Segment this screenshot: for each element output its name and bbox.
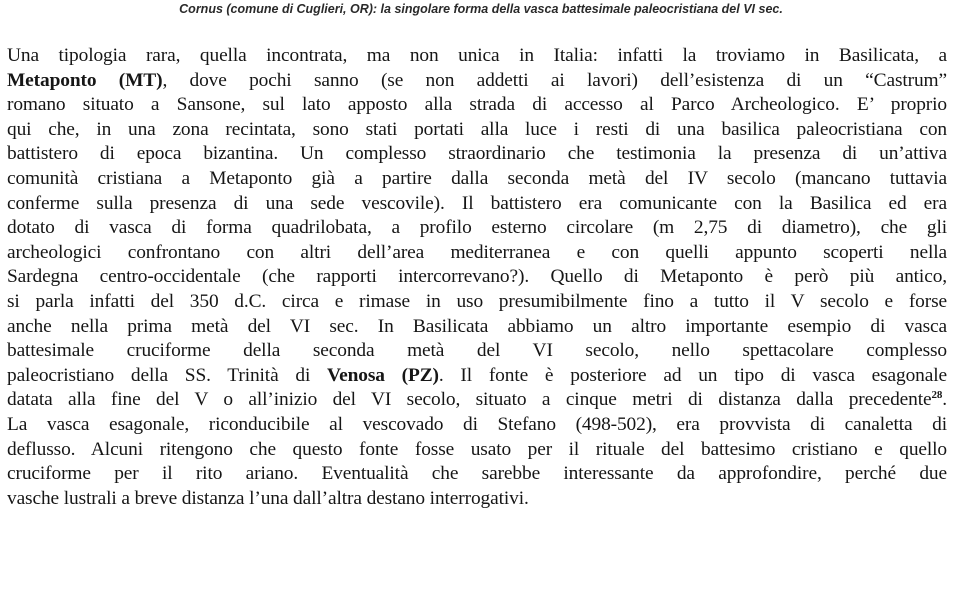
- text-line: [7, 413, 947, 438]
- bold-place-name: Metaponto (MT): [7, 69, 163, 91]
- text-run: comunità cristiana a Metaponto già a partire dalla seconda metà del IV secolo (mancano tuttavia: [7, 167, 947, 189]
- text-run: dotato di vasca di forma quadrilobata, a profilo esterno circolare (m 2,75 di diametro), che gli: [7, 217, 947, 239]
- text-line: [7, 339, 947, 364]
- text-line: [7, 44, 947, 69]
- text-line: [7, 167, 947, 192]
- text-line: [7, 265, 947, 290]
- body-paragraph: [7, 44, 947, 511]
- text-run: conferme sulla presenza di una sede vescovile). Il battistero era comunicante con la Basilica ed era: [7, 192, 947, 214]
- text-run: cruciforme per il rito ariano. Eventualità che sarebbe interessante da approfondire, perché due: [7, 463, 947, 485]
- text-run: romano situato a Sansone, sul lato apposto alla strada di accesso al Parco Archeologico. E’ proprio: [7, 94, 947, 116]
- text-line: [7, 315, 947, 340]
- text-run: . Il fonte è posteriore ad un tipo di vasca esagonale: [438, 364, 947, 386]
- text-run: si parla infatti del 350 d.C. circa e rimase in uso presumibilmente fino a tutto il V secolo e forse: [7, 290, 947, 312]
- text-run: vasche lustrali a breve distanza l’una dall’altra destano interrogativi.: [7, 487, 529, 509]
- text-run: deflusso. Alcuni ritengono che questo fonte fosse usato per il rituale del battesimo cristiano e quello: [7, 438, 947, 460]
- text-run: battesimale cruciforme della seconda metà del VI secolo, nello spettacolare complesso: [7, 340, 947, 362]
- text-run: battistero di epoca bizantina. Un complesso straordinario che testimonia la presenza di un’attiva: [7, 143, 947, 165]
- text-line: [7, 462, 947, 487]
- text-run: , dove pochi sanno (se non addetti ai lavori) dell’esistenza di un “Castrum”: [162, 69, 948, 91]
- figure-caption: Cornus (comune di Cuglieri, OR): la singolare forma della vasca battesimale paleocristiana del VI sec.: [179, 2, 783, 16]
- text-run: qui che, in una zona recintata, sono stati portati alla luce i resti di una basilica paleocristiana con: [7, 118, 947, 140]
- text-line: [7, 192, 947, 217]
- bold-place-name: Venosa (PZ): [327, 364, 439, 386]
- text-line: [7, 216, 947, 241]
- text-run: paleocristiano della SS. Trinità di: [7, 364, 328, 386]
- text-run: Una tipologia rara, quella incontrata, ma non unica in Italia: infatti la troviamo in Basilicata, a: [7, 45, 947, 66]
- text-run: archeologici confrontano con altri dell’area mediterranea e con quelli appunto scoperti nella: [7, 241, 947, 263]
- text-run: datata alla fine del V o all’inizio del VI secolo, situato a cinque metri di distanza dalla precedente: [7, 389, 932, 411]
- text-line: [7, 487, 947, 512]
- footnote-ref: 28: [931, 389, 943, 402]
- text-line: [7, 118, 947, 143]
- text-line: [7, 93, 947, 118]
- text-line: [7, 241, 947, 266]
- text-run: La vasca esagonale, riconducibile al vescovado di Stefano (498-502), era provvista di canaletta di: [7, 413, 947, 435]
- text-run: Sardegna centro-occidentale (che rapporti intercorrevano?). Quello di Metaponto è però più antico,: [7, 266, 947, 288]
- text-line: [7, 142, 947, 167]
- text-run: anche nella prima metà del VI sec. In Basilicata abbiamo un altro importante esempio di vasca: [7, 315, 947, 337]
- text-line: [7, 388, 947, 413]
- text-line: [7, 438, 947, 463]
- text-line: [7, 290, 947, 315]
- text-run: .: [942, 389, 947, 411]
- text-line: [7, 364, 947, 389]
- text-line: [7, 69, 947, 94]
